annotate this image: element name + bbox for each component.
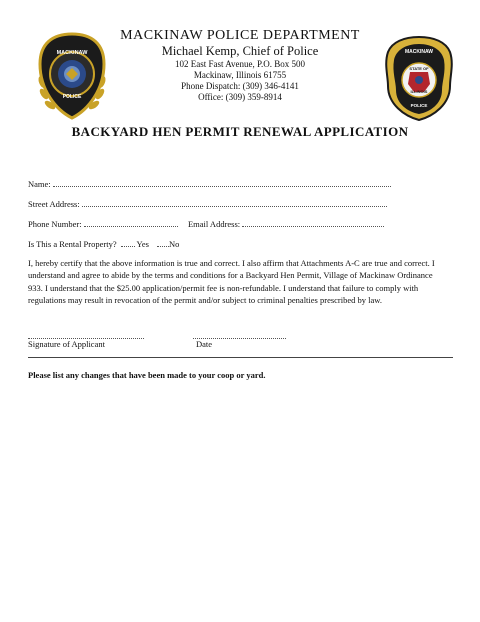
address-line-street: 102 East Fast Avenue, P.O. Box 500: [174, 59, 306, 69]
rental-yes-blank[interactable]: [121, 238, 135, 247]
address-line-city: Mackinaw, Illinois 61755: [193, 70, 287, 80]
section-divider: [28, 357, 453, 358]
street-label: Street Address:: [28, 199, 80, 209]
street-address-field[interactable]: [82, 198, 387, 207]
form-title: BACKYARD HEN PERMIT RENEWAL APPLICATION: [71, 124, 409, 139]
email-address-field[interactable]: [242, 218, 384, 227]
left-badge-top-text: MACKINAW: [56, 50, 88, 56]
signature-line[interactable]: [28, 330, 144, 339]
signature-label: Signature of Applicant: [28, 339, 105, 349]
rental-no-label: No: [169, 239, 180, 249]
street-row: [28, 198, 387, 209]
left-badge-bottom-text: POLICE: [62, 94, 82, 100]
address-line-office: Office: (309) 359-8914: [198, 92, 282, 102]
right-badge-top-text: MACKINAW: [404, 49, 434, 55]
changes-note: Please list any changes that have been made to your coop or yard.: [28, 370, 266, 380]
rental-row: [28, 238, 179, 249]
chief-name: Michael Kemp, Chief of Police: [161, 44, 319, 58]
rental-label: Is This a Rental Property?: [28, 239, 117, 249]
phone-label: Phone Number:: [28, 219, 82, 229]
email-label: Email Address:: [187, 219, 241, 229]
address-line-dispatch: Phone Dispatch: (309) 346-4141: [181, 81, 299, 91]
date-label: Date: [196, 339, 213, 349]
rental-no-blank[interactable]: [157, 238, 169, 247]
right-badge-illinois-text: ILLINOIS: [410, 89, 428, 94]
phone-number-field[interactable]: [84, 218, 178, 227]
certification-text: I, hereby certify that the above information is true and correct. I also affirm that Attachments A-C are true and correct. I understand and agree to abide by the terms and conditions for a Backyard Hen Permit, Village of Mackinaw Ordinance 933. I understand that the $25.00 application/permit fee is non-refundable. I understand that failure to comply with regulations may result in revocation of the permit and/or subject to criminal penalties prescribed by law.: [28, 258, 435, 305]
name-field[interactable]: [53, 178, 391, 187]
rental-yes-label: Yes: [136, 239, 149, 249]
right-badge-state-text: STATE OF: [409, 66, 429, 71]
right-badge-bottom-text: POLICE: [410, 103, 428, 108]
date-line[interactable]: [193, 330, 286, 339]
name-row: [28, 178, 391, 189]
name-label: Name:: [28, 179, 51, 189]
department-name: MACKINAW POLICE DEPARTMENT: [120, 28, 360, 43]
phone-email-row: [28, 218, 384, 229]
